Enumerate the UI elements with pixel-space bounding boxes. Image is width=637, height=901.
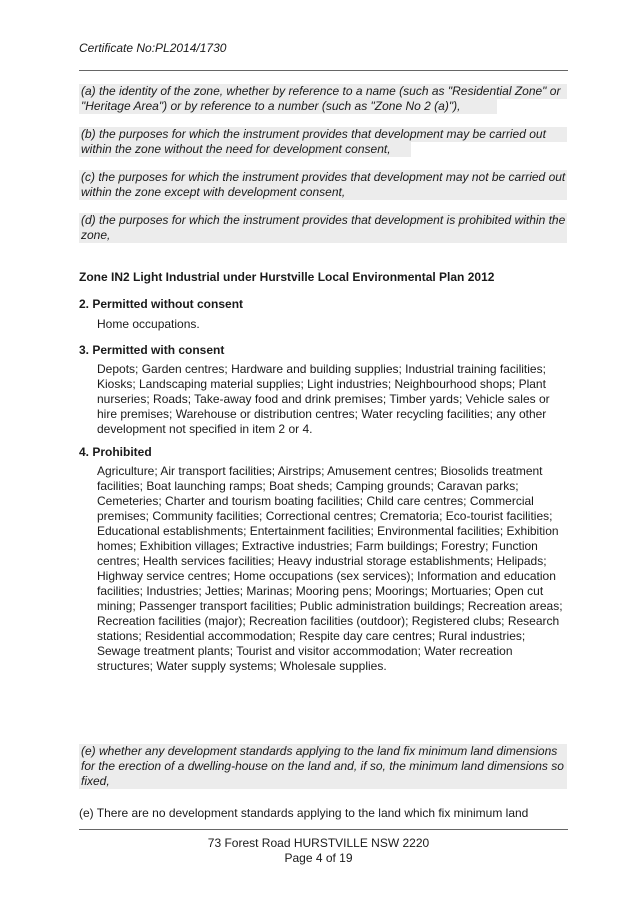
footer-address: 73 Forest Road HURSTVILLE NSW 2220	[207, 836, 430, 850]
certificate-number: Certificate No:PL2014/1730	[79, 41, 227, 55]
clause-e-question: (e) whether any development standards applying to the land fix minimum land dimensions for the erection of a dwelling-house on the land and, if so, the minimum land dimensions so fixed,	[81, 744, 564, 788]
item-4-title: 4. Prohibited	[79, 445, 152, 459]
clause-d: (d) the purposes for which the instrument provides that development is prohibited within the zone,	[81, 213, 566, 242]
item-3-title: 3. Permitted with consent	[79, 343, 225, 357]
header-divider	[79, 70, 568, 71]
clause-b: (b) the purposes for which the instrument provides that development may be carried out within the zone without the need for development consent,	[81, 127, 546, 156]
clause-c: (c) the purposes for which the instrument provides that development may not be carried out within the zone except with development consent,	[81, 170, 566, 199]
item-4-text: Agriculture; Air transport facilities; Airstrips; Amusement centres; Biosolids treatment facilities; Boat launching ramps; Boat sheds; Camping grounds; Caravan parks; Cemeteries; Charter and tourism boating facilities; Child care centres; Commercial premises; Community facilities; Correctional centres; Crematoria; Eco-tourist facilities; Educational establishments; Entertainment facilities; Environmental facilities; Exhibition homes; Exhibition villages; Extractive industries; Farm buildings; Forestry; Function centres; Health services facilities; Heavy industrial storage establishments; Helipads; Highway service centres; Home occupations (sex services); Information and education facilities; Industries; Jetties; Marinas; Mooring pens; Moorings; Mortuaries; Open cut mining; Passenger transport facilities; Public administration buildings; Recreation areas; Recreation facilities (major); Recreation facilities (outdoor); Registered clubs; Research stations; Residential accommodation; Respite day care centres; Rural industries; Sewage treatment plants; Tourist and visitor accommodation; Water recreation structures; Water supply systems; Wholesale supplies.	[97, 464, 563, 673]
clause-a: (a) the identity of the zone, whether by reference to a name (such as "Residential Zone" or "Heritage Area") or by reference to a number (such as "Zone No 2 (a)"),	[81, 84, 561, 113]
item-2-title: 2. Permitted without consent	[79, 297, 244, 311]
clause-e-answer: (e) There are no development standards applying to the land which fix minimum land	[79, 806, 529, 820]
item-3-text: Depots; Garden centres; Hardware and building supplies; Industrial training facilities; Kiosks; Landscaping material supplies; Light industries; Neighbourhood shops; Plant nurseries; Roads; Take-away food and drink premises; Timber yards; Vehicle sales or hire premises; Warehouse or distribution centres; Water recycling facilities; any other development not specified in item 2 or 4.	[97, 362, 550, 436]
footer-divider	[79, 829, 568, 830]
item-2-text: Home occupations.	[97, 317, 200, 331]
zone-heading: Zone IN2 Light Industrial under Hurstville Local Environmental Plan 2012	[79, 270, 495, 284]
page-number: Page 4 of 19	[284, 851, 353, 865]
